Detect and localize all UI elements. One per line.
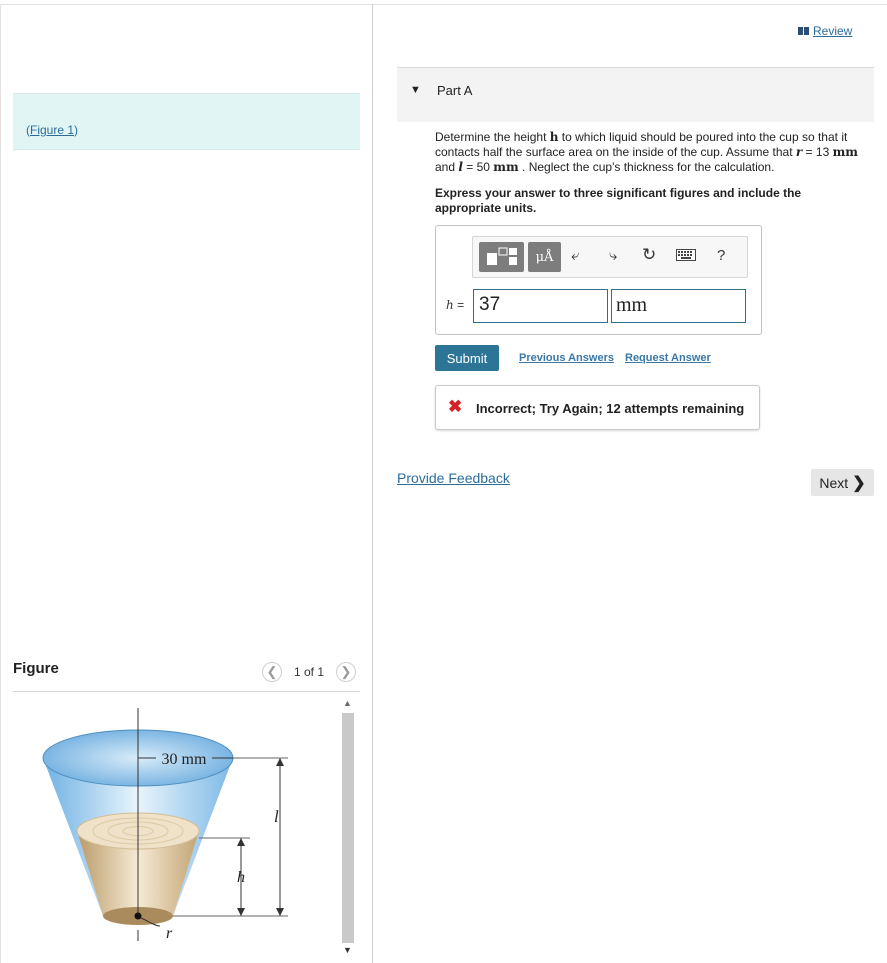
units-button[interactable]: μÅ bbox=[528, 242, 561, 272]
scroll-up-icon[interactable]: ▲ bbox=[343, 698, 352, 708]
answer-units-input[interactable]: mm bbox=[611, 289, 746, 323]
next-button-label: Next bbox=[819, 474, 849, 491]
figure-scrollbar[interactable] bbox=[337, 693, 358, 963]
left-border bbox=[0, 4, 1, 963]
chevron-right-icon: ❯ bbox=[852, 474, 866, 492]
review-link-label: Review bbox=[813, 24, 853, 38]
answer-value-input[interactable]: 37 bbox=[473, 289, 608, 323]
templates-icon bbox=[485, 246, 519, 268]
label-r: r bbox=[166, 925, 173, 942]
figure-next-button[interactable] bbox=[336, 662, 356, 682]
part-a-header[interactable] bbox=[397, 67, 874, 122]
math-toolbar bbox=[472, 236, 748, 278]
figure-link-text bbox=[26, 123, 78, 137]
label-h: h bbox=[237, 869, 245, 886]
request-answer-link[interactable]: Request Answer bbox=[625, 352, 711, 364]
reset-icon[interactable]: ↻ bbox=[642, 245, 657, 264]
undo-icon[interactable]: ⤶ bbox=[571, 247, 580, 264]
scroll-down-icon[interactable]: ▼ bbox=[343, 945, 352, 955]
next-button[interactable] bbox=[811, 469, 874, 496]
figure-link-close-paren: ) bbox=[74, 123, 79, 137]
cup-figure bbox=[30, 700, 330, 963]
figure-divider bbox=[13, 691, 360, 692]
figure-link-open-paren: ( bbox=[26, 123, 30, 137]
part-label: Part A bbox=[437, 83, 473, 98]
feedback-message-box bbox=[435, 385, 760, 430]
chevron-left-icon: ❮ bbox=[266, 664, 278, 679]
feedback-message: Incorrect; Try Again; 12 attempts remaining bbox=[476, 401, 745, 416]
label-l: l bbox=[274, 807, 279, 826]
figure-link-box bbox=[13, 93, 360, 150]
label-30mm: 30 mm bbox=[161, 751, 207, 768]
provide-feedback-link[interactable]: Provide Feedback bbox=[397, 470, 510, 486]
scrollbar-thumb[interactable] bbox=[342, 713, 354, 943]
figure-1-link[interactable]: Figure 1 bbox=[30, 123, 75, 137]
chevron-right-icon: ❯ bbox=[340, 664, 352, 679]
answer-instruction: Express your answer to three significant figures and include the appropriate units. bbox=[435, 186, 802, 215]
keyboard-icon[interactable] bbox=[676, 248, 696, 265]
previous-answers-link[interactable]: Previous Answers bbox=[519, 352, 614, 364]
book-icon bbox=[798, 27, 809, 35]
figure-counter: 1 of 1 bbox=[294, 665, 325, 679]
incorrect-x-icon: ✖ bbox=[448, 397, 463, 416]
panel-divider bbox=[372, 4, 373, 963]
top-rule bbox=[0, 4, 887, 5]
collapse-triangle-icon[interactable]: ▼ bbox=[410, 84, 421, 96]
figure-title: Figure bbox=[13, 660, 59, 677]
problem-statement: Determine the height h to which liquid should be poured into the cup so that it contacts half the surface area on the inside of the cup. Assume that r = 13 mm and l = 50 mm . Neglect the cup's thickness for the calculation. bbox=[435, 130, 858, 174]
templates-button[interactable] bbox=[479, 242, 524, 272]
review-link[interactable] bbox=[798, 24, 852, 38]
help-icon[interactable]: ? bbox=[717, 247, 726, 264]
submit-button[interactable]: Submit bbox=[435, 345, 499, 371]
answer-variable-label: h = bbox=[446, 298, 465, 312]
redo-icon[interactable]: ⤷ bbox=[609, 247, 618, 264]
figure-prev-button[interactable] bbox=[262, 662, 282, 682]
